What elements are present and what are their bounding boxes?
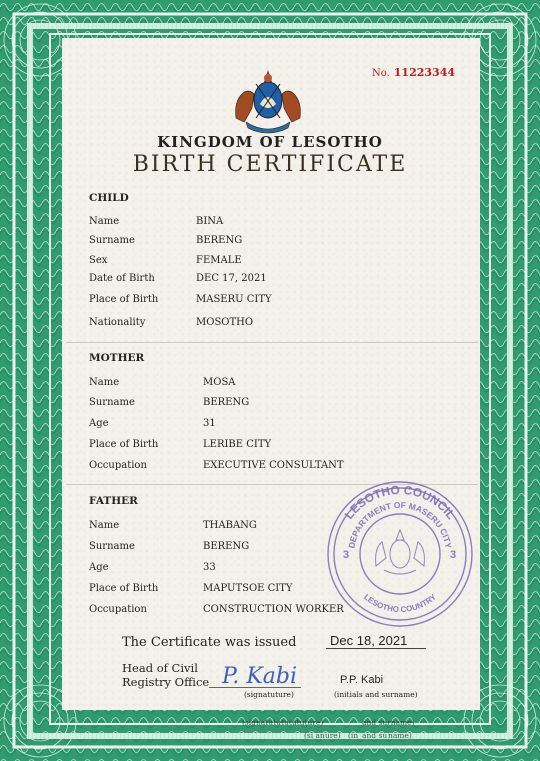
stamp-right-number: 3 [450, 549, 457, 561]
document-title: BIRTH CERTIFICATE [132, 152, 408, 177]
father-pob-label: Place of Birth [89, 583, 159, 594]
stamp-emblem-icon [376, 530, 425, 574]
child-name-value: BINA [196, 216, 224, 227]
mother-pob-label: Place of Birth [89, 439, 159, 450]
coat-of-arms-icon [226, 60, 310, 136]
issued-date: Dec 18, 2021 [326, 633, 426, 649]
faded-caption: and su [362, 731, 388, 740]
child-dob-value: DEC 17, 2021 [196, 273, 267, 284]
official-name: P.P. Kabi [340, 674, 384, 686]
signature-line [209, 687, 301, 688]
stamp-bottom-text: LESOTHO COUNTRY [362, 592, 438, 615]
father-occupation-label: Occupation [89, 604, 147, 615]
svg-text:LESOTHO COUNTRY [362, 592, 438, 614]
mother-surname-label: Surname [89, 397, 135, 408]
child-nationality-value: MOSOTHO [196, 317, 254, 328]
kingdom-heading: KINGDOM OF LESOTHO [157, 133, 383, 151]
father-age-value: 33 [203, 562, 216, 573]
faded-caption: and surname) [362, 718, 415, 727]
mother-name-label: Name [89, 377, 120, 388]
number-label: No. [372, 68, 390, 79]
father-name-value: THABANG [203, 520, 257, 531]
mother-pob-value: LERIBE CITY [203, 439, 272, 450]
certificate-number [372, 66, 455, 79]
mother-name-value: MOSA [203, 377, 236, 388]
child-pob-label: Place of Birth [89, 294, 159, 305]
mother-age-label: Age [89, 418, 109, 429]
mother-occupation-label: Occupation [89, 460, 147, 471]
number-value: 11223344 [393, 66, 456, 79]
section-mother-heading: MOTHER [89, 352, 145, 364]
child-dob-label: Date of Birth [89, 273, 155, 284]
father-name-label: Name [89, 520, 120, 531]
child-pob-value: MASERU CITY [196, 294, 272, 305]
registry-office-line1: Head of Civil [122, 661, 198, 675]
issued-label: The Certificate was issued [122, 635, 297, 650]
faded-caption: (signatutututututure) [242, 718, 324, 727]
section-child-heading: CHILD [89, 192, 129, 204]
father-surname-value: BERENG [203, 541, 250, 552]
child-surname-value: BERENG [196, 235, 243, 246]
mother-occupation-value: EXECUTIVE CONSULTANT [203, 460, 344, 471]
faded-caption: (in [348, 731, 359, 740]
section-father-heading: FATHER [89, 495, 138, 507]
father-pob-value: MAPUTSOE CITY [203, 583, 293, 594]
child-sex-label: Sex [89, 255, 108, 266]
registry-office-label [122, 661, 209, 689]
father-occupation-value: CONSTRUCTION WORKER [203, 604, 344, 615]
stamp-left-number: 3 [343, 549, 350, 561]
council-stamp [324, 478, 476, 630]
stamp-top-text: LESOTHO COUNCIL [341, 482, 459, 522]
father-surname-label: Surname [89, 541, 135, 552]
child-name-label: Name [89, 216, 120, 227]
mother-age-value: 31 [203, 418, 216, 429]
registry-office-line2: Registry Office [122, 675, 210, 689]
mother-surname-value: BERENG [203, 397, 250, 408]
section-divider [66, 342, 478, 343]
child-nationality-label: Nationality [89, 317, 146, 328]
faded-caption: (si anure) [304, 731, 341, 740]
faded-caption: name) [388, 731, 412, 740]
father-age-label: Age [89, 562, 109, 573]
handwritten-signature: P. Kabi [222, 664, 298, 689]
child-surname-label: Surname [89, 235, 135, 246]
child-sex-value: FEMALE [196, 255, 242, 266]
stamp-inner-text: DEPARTMENT OF MASERU CITY [346, 499, 454, 550]
official-caption: (initials and surname) [334, 690, 418, 699]
signature-caption: (signatuture) [244, 690, 294, 699]
